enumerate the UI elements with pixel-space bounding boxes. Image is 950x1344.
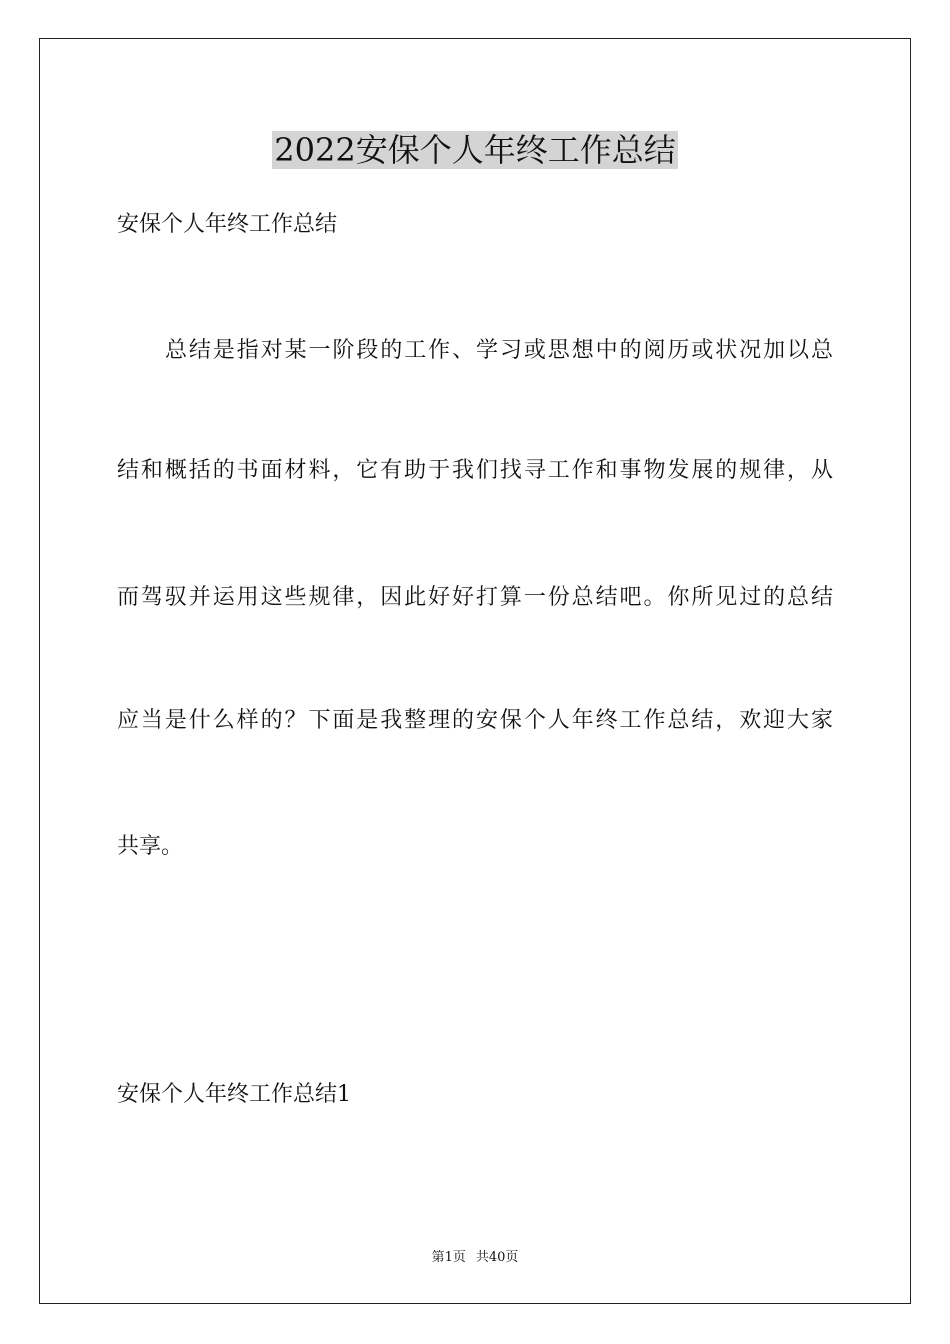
document-title: [0, 128, 950, 172]
intro-line-4: 应当是什么样的？下面是我整理的安保个人年终工作总结，欢迎大家: [117, 708, 833, 733]
page-footer: [0, 1249, 950, 1267]
intro-line-1: 总结是指对某一阶段的工作、学习或思想中的阅历或状况加以总: [165, 338, 833, 363]
document-title-text: 2022安保个人年终工作总结: [274, 131, 676, 169]
intro-line-5: 共享。: [117, 834, 184, 859]
page-number: 第1页: [431, 1250, 466, 1265]
intro-line-2: 结和概括的书面材料，它有助于我们找寻工作和事物发展的规律，从: [117, 458, 833, 483]
document-subtitle: 安保个人年终工作总结: [117, 212, 338, 237]
section-heading: 安保个人年终工作总结1: [117, 1082, 351, 1107]
intro-line-3: 而驾驭并运用这些规律，因此好好打算一份总结吧。你所见过的总结: [117, 585, 833, 610]
page-total: 共40页: [475, 1250, 519, 1265]
